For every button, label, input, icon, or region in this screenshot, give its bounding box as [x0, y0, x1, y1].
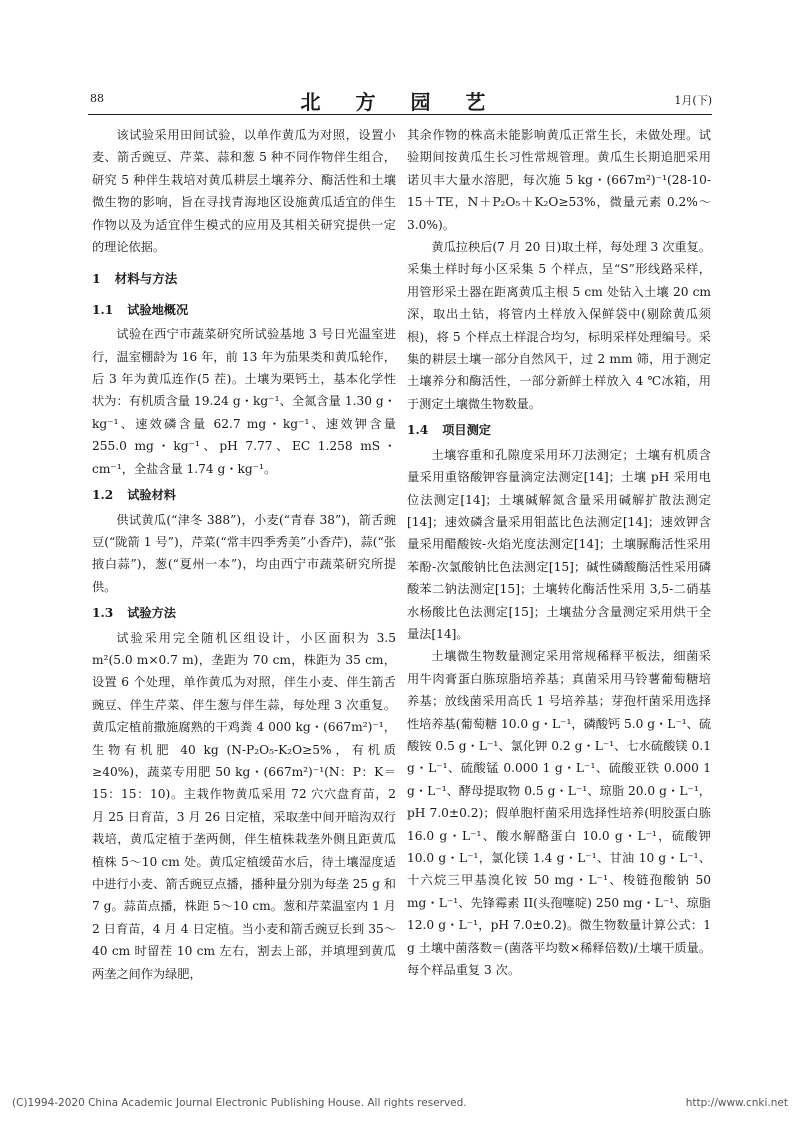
continued-paragraph: 其余作物的株高未能影响黄瓜正常生长，未做处理。试验期间按黄瓜生长习性常规管理。黄瓜生长期追肥采用诺贝丰大量水溶肥，每次施 5 kg・(667m²)⁻¹(28-10-15＋TE，N＋P₂O₅＋K₂O≥53%，微量元素 0.2%～3.0%)。: [407, 128, 711, 232]
issue-label: 1月(下): [674, 94, 712, 107]
right-column: [407, 124, 711, 981]
sampling-paragraph: 黄瓜拉秧后(7 月 20 日)取土样，每处理 3 次重复。采集土样时每小区采集 5 个样点，呈“S”形线路采样，用管形采土器在距离黄瓜主根 5 cm 处钻入土壤 20 cm 深，取出土钻，将管内土样放入保鲜袋中(剔除黄瓜须根)，将 5 个样点土样混合均匀，标明采样处理编号。采集的耕层土壤一部分自然风干，过 2 mm 筛，用于测定土壤养分和酶活性，一部分新鲜土样放入 4 ℃冰箱，用于测定土壤微生物数量。: [407, 240, 711, 411]
materials-paragraph: 供试黄瓜(“津冬 388”)，小麦(“青春 38”)，箭舌豌豆(“陇箭 1 号”)，芹菜(“常丰四季秀美”小香芹)，蒜(“张掖白蒜”)，葱(“夏州一本”)，均由西宁市蔬菜研究所提供。: [92, 512, 396, 594]
subsection-title: 项目测定: [442, 423, 491, 438]
subsection-number: 1.2: [92, 488, 114, 503]
methods-paragraph: 试验采用完全随机区组设计，小区面积为 3.5 m²(5.0 m×0.7 m)，垄距为 70 cm，株距为 35 cm，设置 6 个处理，单作黄瓜为对照，伴生小麦、伴生箭舌豌豆、伴生芹菜、伴生葱与伴生蒜，每处理 3 次重复。黄瓜定植前撒施腐熟的干鸡粪 4 000 kg・(667m²)⁻¹，生物有机肥 40 kg (N-P₂O₅-K₂O≥5%，有机质≥40%)，蔬菜专用肥 50 kg・(667m²)⁻¹(N：P：K＝15：15：10)。主栽作物黄瓜采用 72 穴穴盘育苗，2 月 25 日育苗，3 月 26 日定植，采取垄中间开暗沟双行栽培，黄瓜定植于垄两侧，伴生植株栽垄外侧且距黄瓜植株 5～10 cm 处。黄瓜定植缓苗水后，待土壤湿度适中进行小麦、箭舌豌豆点播，播种量分别为每垄 25 g 和 7 g。蒜苗点播，株距 5～10 cm。葱和芹菜温室内 1 月 2 日育苗，4 月 4 日定植。当小麦和箭舌豌豆长到 35～40 cm 时留茬 10 cm 左右，割去上部，并填埋到黄瓜两垄之间作为绿肥，: [92, 630, 396, 981]
subsection-heading-1-3: [92, 602, 396, 624]
microbe-paragraph: 土壤微生物数量测定采用常规稀释平板法，细菌采用牛肉膏蛋白胨琼脂培养基；真菌采用马铃薯葡萄糖培养基；放线菌采用高氏 1 号培养基；芽孢杆菌采用选择性培养基(葡萄糖 10.0 g・L⁻¹，磷酸钙 5.0 g・L⁻¹、硫酸铵 0.5 g・L⁻¹、氯化钾 0.2 g・L⁻¹、七水硫酸镁 0.1 g・L⁻¹、硫酸锰 0.000 1 g・L⁻¹、硫酸亚铁 0.000 1 g・L⁻¹、酵母提取物 0.5 g・L⁻¹、琼脂 20.0 g・L⁻¹，pH 7.0±0.2)；假单胞杆菌采用选择性培养(明胶蛋白胨 16.0 g・L⁻¹、酸水解酪蛋白 10.0 g・L⁻¹，硫酸钾 10.0 g・L⁻¹，氯化镁 1.4 g・L⁻¹、甘油 10 g・L⁻¹、十六烷三甲基溴化铵 50 mg・L⁻¹、梭链孢酸钠 50 mg・L⁻¹、先锋霉素 II(头孢噻啶) 250 mg・L⁻¹、琼脂 12.0 g・L⁻¹，pH 7.0±0.2)。微生物数量计算公式：1 g 土壤中菌落数＝(菌落平均数×稀释倍数)/土壤干质量。每个样品重复 3 次。: [407, 649, 712, 978]
measurement-paragraph: 土壤容重和孔隙度采用环刀法测定；土壤有机质含量采用重铬酸钾容量滴定法测定[14]；土壤 pH 采用电位法测定[14]；土壤碱解氮含量采用碱解扩散法测定[14]；速效磷含量采用钼蓝比色法测定[14]；速效钾含量采用醋酸铵-火焰光度法测定[14]；土壤脲酶活性采用苯酚-次氯酸钠比色法测定[15]；碱性磷酸酶活性采用磷酸苯二钠法测定[15]；土壤转化酶活性采用 3,5-二硝基水杨酸比色法测定[15]；土壤盐分含量测定采用烘干全量法[14]。: [407, 447, 711, 641]
subsection-heading-1-2: [92, 484, 396, 506]
subsection-title: 试验材料: [127, 488, 176, 503]
subsection-title: 试验地概况: [127, 302, 189, 317]
subsection-number: 1.3: [92, 606, 114, 621]
intro-paragraph: 该试验采用田间试验，以单作黄瓜为对照，设置小麦、箭舌豌豆、芹菜、蒜和葱 5 种不同作物伴生组合，研究 5 种伴生栽培对黄瓜耕层土壤养分、酶活性和土壤微生物的影响，旨在寻找青海地区设施黄瓜适宜的伴生作物以及为适宜伴生模式的应用及其相关研究提供一定的理论依据。: [92, 128, 396, 255]
site-paragraph: 试验在西宁市蔬菜研究所试验基地 3 号日光温室进行，温室棚龄为 16 年，前 13 年为茄果类和黄瓜轮作，后 3 年为黄瓜连作(5 茬)。土壤为栗钙土，基本化学性状为：有机质含量 19.24 g・kg⁻¹、全氮含量 1.30 g・kg⁻¹、速效磷含量 62.7 mg・kg⁻¹、速效钾含量 255.0 mg・kg⁻¹、pH 7.77、EC 1.258 mS・cm⁻¹，全盐含量 1.74 g・kg⁻¹。: [92, 327, 396, 476]
section-title: 材料与方法: [114, 271, 178, 287]
left-column: [92, 124, 396, 985]
subsection-heading-1-4: [407, 419, 711, 441]
copyright-notice: (C)1994-2020 China Academic Journal Electronic Publishing House. All rights reserved.: [12, 1097, 467, 1109]
subsection-number: 1.4: [407, 423, 429, 438]
section-number: 1: [92, 271, 101, 287]
page-header: [88, 86, 712, 114]
section-heading-1: [92, 268, 396, 290]
subsection-heading-1-1: [92, 299, 396, 321]
header-rule: [88, 114, 712, 115]
journal-title: 北 方 园 艺: [300, 90, 500, 114]
page-number: 88: [90, 92, 104, 105]
subsection-title: 试验方法: [127, 606, 176, 621]
cnki-link[interactable]: http://www.cnki.net: [685, 1097, 788, 1109]
subsection-number: 1.1: [92, 302, 114, 317]
